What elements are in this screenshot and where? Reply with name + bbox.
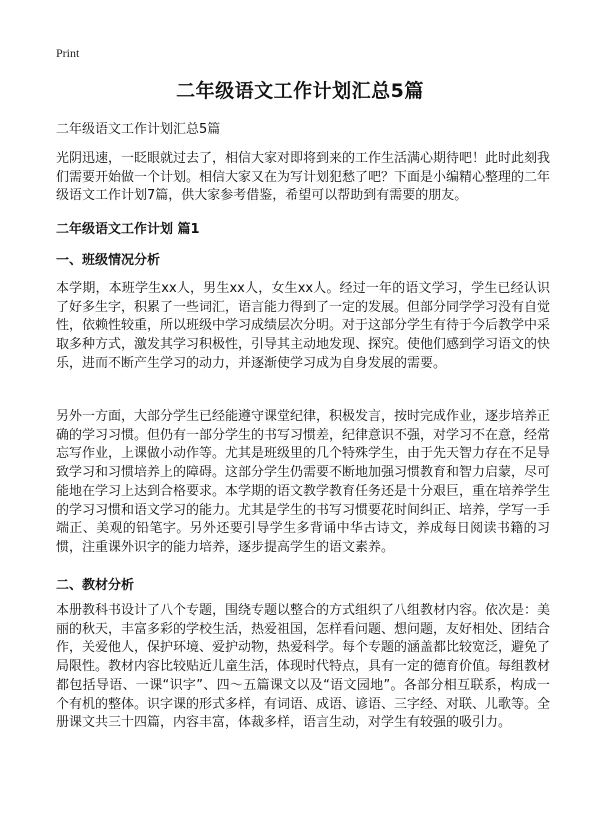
page-title: 二年级语文工作计划汇总5篇 (176, 80, 424, 102)
section1-paragraph-2: 另外一方面，大部分学生已经能遵守课堂纪律，积极发言，按时完成作业，逐步培养正确的学习习惯。但仍有一部分学生的书写习惯差，纪律意识不强，对学习不在意，经常忘写作业，上课做小动作等。尤其是班级里的几个特殊学生，由于先天智力存在不足导致学习和习惯培养上的障碍。这部分学生仍需要不断地加强习惯教育和智力启蒙，尽可能地在学习上达到合格要求。本学期的语文教学教育任务还是十分艰巨，重在培养学生的学习习惯和语文学习的能力。尤其是学生的书写习惯要花时间纠正、培养，学写一手端正、美观的铅笔字。另外还要引导学生多背诵中华古诗文，养成每日阅读书籍的习惯，注重课外识字的能力培养，逐步提高学生的语文素养。 (56, 409, 551, 555)
print-link[interactable]: Print (56, 46, 80, 60)
page-subtitle: 二年级语文工作计划汇总5篇 (56, 122, 221, 137)
plan-heading: 二年级语文工作计划 篇1 (56, 222, 200, 237)
section2-paragraph-1: 本册教科书设计了八个专题，围绕专题以整合的方式组织了八组教材内容。依次是：美丽的秋天，丰富多彩的学校生活，热爱祖国，怎样看问题、想问题，友好相处、团结合作，关爱他人，保护环境、爱护动物，热爱科学。每个专题的涵盖都比较宽泛，避免了局限性。教材内容比较贴近儿童生活，体现时代特点，具有一定的德育价值。每组教材都包括导语、一课“识字”、四～五篇课文以及“语文园地”。各部分相互联系，构成一个有机的整体。识字课的形式多样，有词语、成语、谚语、三字经、对联、儿歌等。全册课文共三十四篇，内容丰富，体裁多样，语言生动，对学生有较强的吸引力。 (56, 603, 551, 731)
intro-paragraph: 光阴迅速，一眨眼就过去了，相信大家对即将到来的工作生活满心期待吧！此时此刻我们需要开始做一个计划。相信大家又在为写计划犯愁了吧？下面是小编精心整理的二年级语文工作计划7篇，供大家参考借鉴，希望可以帮助到有需要的朋友。 (56, 151, 551, 204)
section1-heading: 一、班级情况分析 (56, 253, 161, 268)
section1-paragraph-1: 本学期，本班学生xx人，男生xx人，女生xx人。经过一年的语文学习，学生已经认识了好多生字，积累了一些词汇，语言能力得到了一定的发展。但部分同学学习没有自觉性，依赖性较重，所以班级中学习成绩层次分明。对于这部分学生有待于今后教学中采取多种方式，激发其学习积极性，引导其主动地发现、探究。使他们感到学习语文的快乐，进而不断产生学习的动力，并逐渐使学习成为自身发展的需要。 (56, 281, 551, 371)
section2-heading: 二、教材分析 (56, 578, 135, 593)
